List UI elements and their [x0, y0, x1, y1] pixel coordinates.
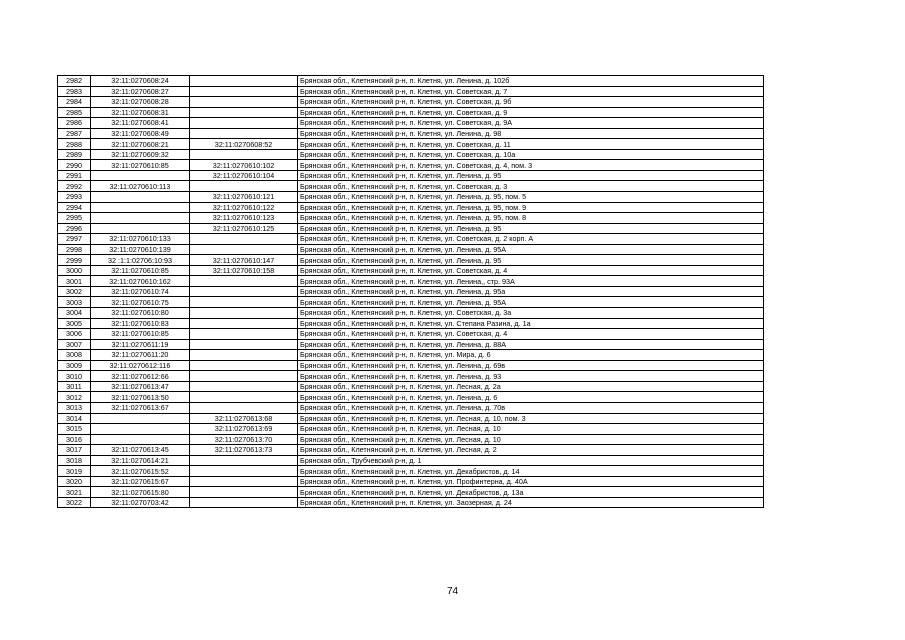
cadastral-number-cell: 32:11:0270610:74 — [91, 286, 190, 297]
table-row — [58, 308, 764, 319]
cadastral-number-cell — [91, 223, 190, 234]
address-cell: Брянская обл., Клетнянский р-н, п. Клетня, ул. Ленина, д. 69в — [298, 360, 764, 371]
address-cell: Брянская обл., Клетнянский р-н, п. Клетня, ул. Советская, д. 4 — [298, 329, 764, 340]
row-number-cell: 3020 — [58, 476, 91, 487]
table-row — [58, 181, 764, 192]
registry-body — [58, 76, 764, 508]
linked-cadastral-number-cell — [190, 360, 298, 371]
table-row — [58, 244, 764, 255]
address-cell: Брянская обл., Клетнянский р-н, п. Клетня, ул. Ленина, д. 95, пом. 8 — [298, 213, 764, 224]
table-row — [58, 265, 764, 276]
cadastral-number-cell: 32:11:0270613:67 — [91, 402, 190, 413]
linked-cadastral-number-cell — [190, 455, 298, 466]
row-number-cell: 2988 — [58, 139, 91, 150]
row-number-cell: 2992 — [58, 181, 91, 192]
linked-cadastral-number-cell — [190, 128, 298, 139]
registry-table — [57, 75, 764, 508]
address-cell: Брянская обл., Клетнянский р-н, п. Клетня, ул. Советская, д. 9 — [298, 107, 764, 118]
row-number-cell: 3012 — [58, 392, 91, 403]
linked-cadastral-number-cell — [190, 297, 298, 308]
address-cell: Брянская обл., Клетнянский р-н, п. Клетня, ул. Ленина, д. 95А — [298, 244, 764, 255]
linked-cadastral-number-cell — [190, 97, 298, 108]
linked-cadastral-number-cell: 32:11:0270610:121 — [190, 192, 298, 203]
row-number-cell: 2990 — [58, 160, 91, 171]
linked-cadastral-number-cell — [190, 487, 298, 498]
linked-cadastral-number-cell — [190, 86, 298, 97]
row-number-cell: 3018 — [58, 455, 91, 466]
linked-cadastral-number-cell — [190, 181, 298, 192]
address-cell: Брянская обл., Клетнянский р-н, п. Клетня, ул. Ленина, д. 95 — [298, 255, 764, 266]
address-cell: Брянская обл., Клетнянский р-н, п. Клетня, ул. Декабристов, д. 14 — [298, 466, 764, 477]
table-row — [58, 255, 764, 266]
page-number: 74 — [446, 586, 459, 597]
address-cell: Брянская обл., Клетнянский р-н, п. Клетня, ул. Лесная, д. 2 — [298, 445, 764, 456]
table-row — [58, 76, 764, 87]
row-number-cell: 3014 — [58, 413, 91, 424]
cadastral-number-cell: 32:11:0270610:85 — [91, 265, 190, 276]
table-row — [58, 434, 764, 445]
table-row — [58, 276, 764, 287]
table-row — [58, 139, 764, 150]
address-cell: Брянская обл., Клетнянский р-н, п. Клетня, ул. Декабристов, д. 13а — [298, 487, 764, 498]
linked-cadastral-number-cell: 32:11:0270610:123 — [190, 213, 298, 224]
linked-cadastral-number-cell — [190, 118, 298, 129]
address-cell: Брянская обл., Клетнянский р-н, п. Клетня, ул. Советская, д. 11 — [298, 139, 764, 150]
row-number-cell: 2983 — [58, 86, 91, 97]
table-row — [58, 223, 764, 234]
linked-cadastral-number-cell — [190, 476, 298, 487]
row-number-cell: 2991 — [58, 170, 91, 181]
address-cell: Брянская обл., Клетнянский р-н, п. Клетня, ул. Ленина, д. 95А — [298, 297, 764, 308]
linked-cadastral-number-cell — [190, 308, 298, 319]
row-number-cell: 2982 — [58, 76, 91, 87]
linked-cadastral-number-cell — [190, 318, 298, 329]
row-number-cell: 2996 — [58, 223, 91, 234]
linked-cadastral-number-cell — [190, 107, 298, 118]
address-cell: Брянская обл., Клетнянский р-н, п. Клетня, ул. Ленина, д. 70в — [298, 402, 764, 413]
table-row — [58, 455, 764, 466]
cadastral-number-cell: 32:11:0270608:31 — [91, 107, 190, 118]
linked-cadastral-number-cell: 32:11:0270608:52 — [190, 139, 298, 150]
cadastral-number-cell: 32:11:0270703:42 — [91, 497, 190, 508]
row-number-cell: 2986 — [58, 118, 91, 129]
table-row — [58, 424, 764, 435]
cadastral-number-cell: 32:11:0270611:20 — [91, 350, 190, 361]
linked-cadastral-number-cell — [190, 286, 298, 297]
cadastral-number-cell: 32:11:0270608:24 — [91, 76, 190, 87]
table-row — [58, 329, 764, 340]
linked-cadastral-number-cell: 32:11:0270610:125 — [190, 223, 298, 234]
table-row — [58, 97, 764, 108]
address-cell: Брянская обл., Клетнянский р-н, п. Клетня, ул. Советская, д. 2 корп. А — [298, 234, 764, 245]
row-number-cell: 3005 — [58, 318, 91, 329]
address-cell: Брянская обл., Клетнянский р-н, п. Клетня, ул. Лесная, д. 10, пом. 3 — [298, 413, 764, 424]
cadastral-number-cell: 32:11:0270610:162 — [91, 276, 190, 287]
linked-cadastral-number-cell — [190, 339, 298, 350]
row-number-cell: 3007 — [58, 339, 91, 350]
linked-cadastral-number-cell — [190, 76, 298, 87]
table-row — [58, 286, 764, 297]
linked-cadastral-number-cell: 32:11:0270610:104 — [190, 170, 298, 181]
address-cell: Брянская обл., Клетнянский р-н, п. Клетня, ул. Степана Разина, д. 1а — [298, 318, 764, 329]
cadastral-number-cell: 32:11:0270610:83 — [91, 318, 190, 329]
linked-cadastral-number-cell: 32:11:0270613:70 — [190, 434, 298, 445]
table-row — [58, 202, 764, 213]
cadastral-number-cell: 32:11:0270610:80 — [91, 308, 190, 319]
cadastral-number-cell: 32:11:0270614:21 — [91, 455, 190, 466]
address-cell: Брянская обл., Клетнянский р-н, п. Клетня, ул. Ленина, д. 95, пом. 9 — [298, 202, 764, 213]
table-row — [58, 234, 764, 245]
linked-cadastral-number-cell: 32:11:0270613:68 — [190, 413, 298, 424]
linked-cadastral-number-cell — [190, 371, 298, 382]
row-number-cell: 3015 — [58, 424, 91, 435]
linked-cadastral-number-cell: 32:11:0270610:158 — [190, 265, 298, 276]
address-cell: Брянская обл., Клетнянский р-н, п. Клетня, ул. Ленина, д. 98 — [298, 128, 764, 139]
cadastral-number-cell — [91, 413, 190, 424]
address-cell: Брянская обл., Клетнянский р-н, п. Клетня, ул. Ленина, д. 95, пом. 5 — [298, 192, 764, 203]
table-row — [58, 318, 764, 329]
table-row — [58, 128, 764, 139]
address-cell: Брянская обл., Клетнянский р-н, п. Клетня, ул. Мира, д. 6 — [298, 350, 764, 361]
row-number-cell: 3016 — [58, 434, 91, 445]
address-cell: Брянская обл., Трубчевский р-н, д. 1 — [298, 455, 764, 466]
row-number-cell: 3010 — [58, 371, 91, 382]
row-number-cell: 2997 — [58, 234, 91, 245]
address-cell: Брянская обл., Клетнянский р-н, п. Клетня, ул. Лесная, д. 10 — [298, 434, 764, 445]
cadastral-number-cell: 32:11:0270610:133 — [91, 234, 190, 245]
address-cell: Брянская обл., Клетнянский р-н, п. Клетня, ул. Советская, д. 10а — [298, 149, 764, 160]
row-number-cell: 3008 — [58, 350, 91, 361]
address-cell: Брянская обл., Клетнянский р-н, п. Клетня, ул. Заозерная, д. 24 — [298, 497, 764, 508]
cadastral-number-cell: 32:11:0270612:116 — [91, 360, 190, 371]
linked-cadastral-number-cell — [190, 497, 298, 508]
table-row — [58, 170, 764, 181]
row-number-cell: 2989 — [58, 149, 91, 160]
linked-cadastral-number-cell — [190, 329, 298, 340]
cadastral-number-cell: 32:11:0270613:47 — [91, 381, 190, 392]
linked-cadastral-number-cell — [190, 466, 298, 477]
row-number-cell: 2987 — [58, 128, 91, 139]
row-number-cell: 2995 — [58, 213, 91, 224]
cadastral-number-cell: 32:11:0270610:85 — [91, 160, 190, 171]
row-number-cell: 3013 — [58, 402, 91, 413]
cadastral-number-cell: 32:11:0270610:75 — [91, 297, 190, 308]
cadastral-number-cell: 32:11:0270610:113 — [91, 181, 190, 192]
address-cell: Брянская обл., Клетнянский р-н, п. Клетня, ул. Советская, д. 3 — [298, 181, 764, 192]
row-number-cell: 3021 — [58, 487, 91, 498]
table-row — [58, 213, 764, 224]
row-number-cell: 2993 — [58, 192, 91, 203]
row-number-cell: 3001 — [58, 276, 91, 287]
cadastral-number-cell: 32:11:0270610:139 — [91, 244, 190, 255]
address-cell: Брянская обл., Клетнянский р-н, п. Клетня, ул. Советская, д. 9А — [298, 118, 764, 129]
address-cell: Брянская обл., Клетнянский р-н, п. Клетня, ул. Ленина, д. 95а — [298, 286, 764, 297]
address-cell: Брянская обл., Клетнянский р-н, п. Клетня, ул. Советская, д. 9б — [298, 97, 764, 108]
cadastral-number-cell: 32:11:0270611:19 — [91, 339, 190, 350]
cadastral-number-cell — [91, 192, 190, 203]
table-row — [58, 107, 764, 118]
table-row — [58, 497, 764, 508]
cadastral-number-cell — [91, 424, 190, 435]
linked-cadastral-number-cell — [190, 244, 298, 255]
cadastral-number-cell: 32:11:0270613:50 — [91, 392, 190, 403]
linked-cadastral-number-cell: 32:11:0270613:69 — [190, 424, 298, 435]
row-number-cell: 3002 — [58, 286, 91, 297]
cadastral-number-cell: 32:11:0270608:21 — [91, 139, 190, 150]
linked-cadastral-number-cell — [190, 402, 298, 413]
linked-cadastral-number-cell — [190, 276, 298, 287]
table-row — [58, 476, 764, 487]
table-row — [58, 392, 764, 403]
table-row — [58, 297, 764, 308]
cadastral-number-cell — [91, 202, 190, 213]
row-number-cell: 3019 — [58, 466, 91, 477]
linked-cadastral-number-cell — [190, 149, 298, 160]
row-number-cell: 3003 — [58, 297, 91, 308]
cadastral-number-cell — [91, 170, 190, 181]
table-row — [58, 445, 764, 456]
table-row — [58, 149, 764, 160]
address-cell: Брянская обл., Клетнянский р-н, п. Клетня, ул. Профинтерна, д. 40А — [298, 476, 764, 487]
linked-cadastral-number-cell: 32:11:0270613:73 — [190, 445, 298, 456]
cadastral-number-cell: 32 :1:1:02706:10:93 — [91, 255, 190, 266]
linked-cadastral-number-cell — [190, 392, 298, 403]
table-row — [58, 192, 764, 203]
linked-cadastral-number-cell — [190, 350, 298, 361]
cadastral-number-cell: 32:11:0270610:85 — [91, 329, 190, 340]
cadastral-number-cell — [91, 213, 190, 224]
row-number-cell: 3004 — [58, 308, 91, 319]
row-number-cell: 3017 — [58, 445, 91, 456]
table-row — [58, 118, 764, 129]
address-cell: Брянская обл., Клетнянский р-н, п. Клетня, ул. Ленина, д. 93 — [298, 371, 764, 382]
cadastral-number-cell: 32:11:0270615:67 — [91, 476, 190, 487]
table-row — [58, 350, 764, 361]
row-number-cell: 2994 — [58, 202, 91, 213]
cadastral-number-cell — [91, 434, 190, 445]
row-number-cell: 2985 — [58, 107, 91, 118]
address-cell: Брянская обл., Клетнянский р-н, п. Клетня, ул. Ленина, д. 95 — [298, 223, 764, 234]
address-cell: Брянская обл., Клетнянский р-н, п. Клетня, ул. Советская, д. 7 — [298, 86, 764, 97]
cadastral-number-cell: 32:11:0270615:80 — [91, 487, 190, 498]
table-row — [58, 487, 764, 498]
address-cell: Брянская обл., Клетнянский р-н, п. Клетня, ул. Ленина, д. 88А — [298, 339, 764, 350]
row-number-cell: 2998 — [58, 244, 91, 255]
address-cell: Брянская обл., Клетнянский р-н, п. Клетня, ул. Ленина, д. 6 — [298, 392, 764, 403]
linked-cadastral-number-cell: 32:11:0270610:122 — [190, 202, 298, 213]
table-row — [58, 371, 764, 382]
address-cell: Брянская обл., Клетнянский р-н, п. Клетня, ул. Ленина, д. 95 — [298, 170, 764, 181]
row-number-cell: 2999 — [58, 255, 91, 266]
row-number-cell: 2984 — [58, 97, 91, 108]
address-cell: Брянская обл., Клетнянский р-н, п. Клетня, ул. Ленина,, стр. 93А — [298, 276, 764, 287]
row-number-cell: 3011 — [58, 381, 91, 392]
table-row — [58, 413, 764, 424]
table-row — [58, 360, 764, 371]
row-number-cell: 3009 — [58, 360, 91, 371]
linked-cadastral-number-cell — [190, 234, 298, 245]
cadastral-number-cell: 32:11:0270608:27 — [91, 86, 190, 97]
table-row — [58, 466, 764, 477]
cadastral-number-cell: 32:11:0270608:49 — [91, 128, 190, 139]
cadastral-number-cell: 32:11:0270608:28 — [91, 97, 190, 108]
row-number-cell: 3000 — [58, 265, 91, 276]
cadastral-number-cell: 32:11:0270612:66 — [91, 371, 190, 382]
table-row — [58, 402, 764, 413]
cadastral-number-cell: 32:11:0270609:32 — [91, 149, 190, 160]
linked-cadastral-number-cell: 32:11:0270610:102 — [190, 160, 298, 171]
table-row — [58, 339, 764, 350]
table-row — [58, 86, 764, 97]
table-row — [58, 160, 764, 171]
address-cell: Брянская обл., Клетнянский р-н, п. Клетня, ул. Ленина, д. 102б — [298, 76, 764, 87]
cadastral-number-cell: 32:11:0270613:45 — [91, 445, 190, 456]
linked-cadastral-number-cell — [190, 381, 298, 392]
cadastral-number-cell: 32:11:0270615:52 — [91, 466, 190, 477]
table-row — [58, 381, 764, 392]
address-cell: Брянская обл., Клетнянский р-н, п. Клетня, ул. Лесная, д. 10 — [298, 424, 764, 435]
address-cell: Брянская обл., Клетнянский р-н, п. Клетня, ул. Советская, д. 3а — [298, 308, 764, 319]
address-cell: Брянская обл., Клетнянский р-н, п. Клетня, ул. Лесная, д. 2а — [298, 381, 764, 392]
linked-cadastral-number-cell: 32:11:0270610:147 — [190, 255, 298, 266]
row-number-cell: 3006 — [58, 329, 91, 340]
cadastral-number-cell: 32:11:0270608:41 — [91, 118, 190, 129]
address-cell: Брянская обл., Клетнянский р-н, п. Клетня, ул. Советская, д. 4 — [298, 265, 764, 276]
row-number-cell: 3022 — [58, 497, 91, 508]
address-cell: Брянская обл., Клетнянский р-н, п. Клетня, ул. Советская, д. 4, пом. 3 — [298, 160, 764, 171]
